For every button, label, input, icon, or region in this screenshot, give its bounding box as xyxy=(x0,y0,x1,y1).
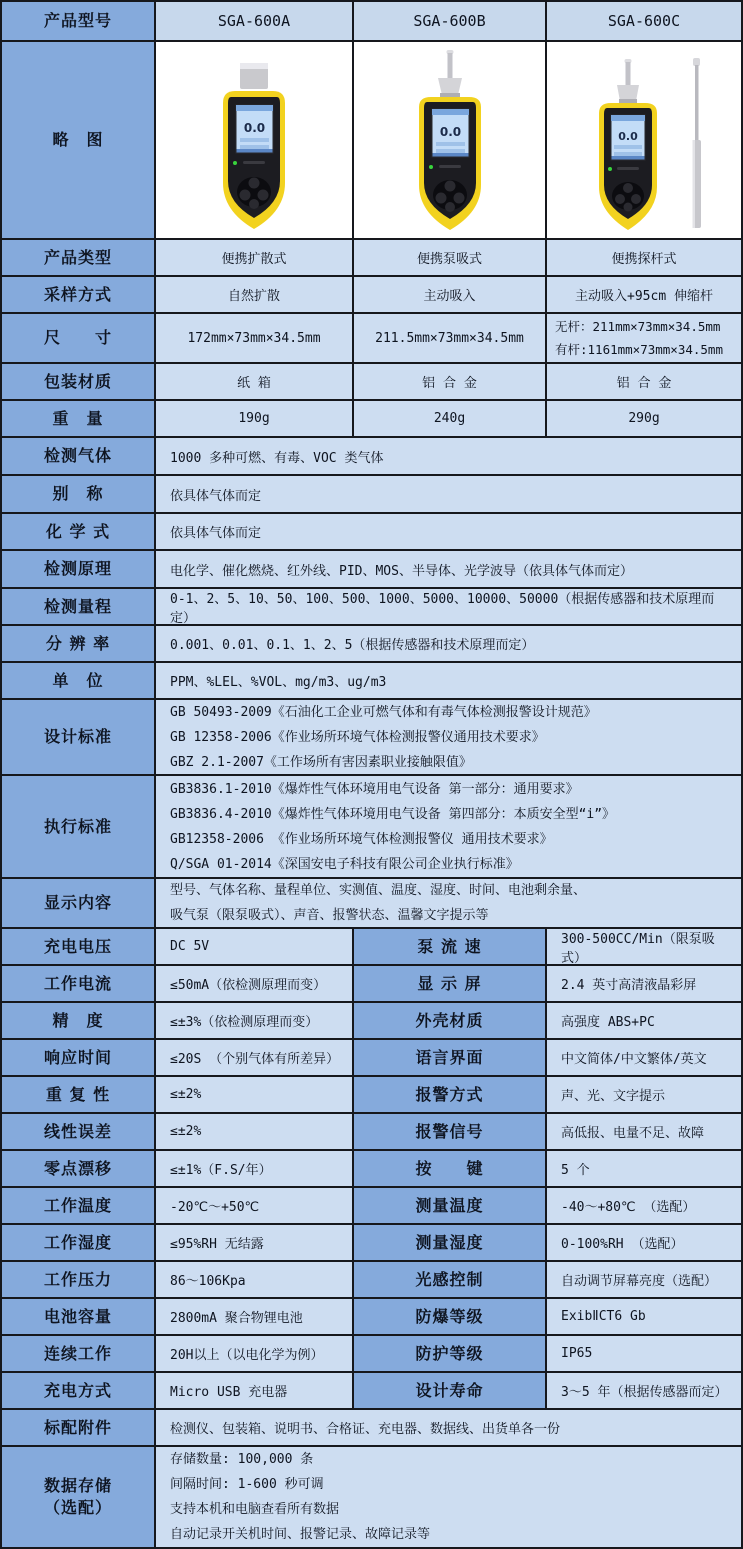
row-value-right: 0-100%RH （选配） xyxy=(547,1225,741,1260)
row-label: 单 位 xyxy=(2,663,154,698)
row-label: 标配附件 xyxy=(2,1410,154,1445)
row-label: 重 量 xyxy=(2,401,154,436)
row-label-right: 外壳材质 xyxy=(354,1003,545,1038)
row-label-left: 充电电压 xyxy=(2,929,154,964)
row-accuracy-shell-material xyxy=(2,1003,741,1038)
row-label: 别 称 xyxy=(2,476,154,512)
row-value-b: 211.5mm×73mm×34.5mm xyxy=(354,314,545,362)
row-value: 依具体气体而定 xyxy=(156,476,741,512)
row-value-left: DC 5V xyxy=(156,929,352,964)
sketch-row xyxy=(2,42,741,238)
row-value-a: 190g xyxy=(156,401,352,436)
exec-standard-line: GB12358-2006 《作业场所环境气体检测报警仪 通用技术要求》 xyxy=(170,831,553,847)
row-detected-gases xyxy=(2,438,741,474)
row-label-left: 零点漂移 xyxy=(2,1151,154,1186)
row-label-left: 重 复 性 xyxy=(2,1077,154,1112)
row-value-right: ExibⅡCT6 Gb xyxy=(547,1299,741,1334)
screen-reading: 0.0 xyxy=(618,130,638,143)
row-value-right: 高强度 ABS+PC xyxy=(547,1003,741,1038)
row-value-b: 主动吸入 xyxy=(354,277,545,312)
row-detection-principle xyxy=(2,551,741,587)
row-label-right: 测量温度 xyxy=(354,1188,545,1223)
row-value-c xyxy=(547,314,741,362)
row-value: 1000 多种可燃、有毒、VOC 类气体 xyxy=(156,438,741,474)
row-packaging-material xyxy=(2,364,741,399)
row-weight xyxy=(2,401,741,436)
row-value-right: 中文简体/中文繁体/英文 xyxy=(547,1040,741,1075)
row-value-left: ≤±2% xyxy=(156,1077,352,1112)
display-content-line: 型号、气体名称、量程单位、实测值、温度、湿度、时间、电池剩余量、 xyxy=(170,883,587,898)
row-label: 检测量程 xyxy=(2,589,154,624)
row-chemical-formula xyxy=(2,514,741,549)
data-storage-line: 存储数量: 100,000 条 xyxy=(170,1452,314,1467)
row-label-right: 泵 流 速 xyxy=(354,929,545,964)
row-value-right: 2.4 英寸高清液晶彩屏 xyxy=(547,966,741,1001)
row-label xyxy=(2,1447,154,1547)
row-value-right: 300-500CC/Min（限泵吸式） xyxy=(547,929,741,964)
row-value-b: 便携泵吸式 xyxy=(354,240,545,275)
row-value-c: 铝 合 金 xyxy=(547,364,741,399)
exec-standard-line: GB3836.1-2010《爆炸性气体环境用电气设备 第一部分：通用要求》 xyxy=(170,781,579,797)
row-label-right: 报警方式 xyxy=(354,1077,545,1112)
row-label-left: 响应时间 xyxy=(2,1040,154,1075)
row-value-right: -40～+80℃ （选配） xyxy=(547,1188,741,1223)
row-label: 检测原理 xyxy=(2,551,154,587)
row-label: 显示内容 xyxy=(2,879,154,927)
row-value xyxy=(156,1447,741,1547)
row-value-c: 便携探杆式 xyxy=(547,240,741,275)
row-label: 设计标准 xyxy=(2,700,154,774)
row-value-right: 高低报、电量不足、故障 xyxy=(547,1114,741,1149)
row-label: 尺 寸 xyxy=(2,314,154,362)
header-model-sga-600c: SGA-600C xyxy=(547,2,741,40)
row-data-storage xyxy=(2,1447,741,1547)
row-value-left: ≤20S （个别气体有所差异） xyxy=(156,1040,352,1075)
row-label: 产品类型 xyxy=(2,240,154,275)
row-value: 0-1、2、5、10、50、100、500、1000、5000、10000、50000（根据传感器和技术原理而定） xyxy=(156,589,741,624)
row-value-a: 172mm×73mm×34.5mm xyxy=(156,314,352,362)
row-label: 分 辨 率 xyxy=(2,626,154,661)
row-label-left: 工作温度 xyxy=(2,1188,154,1223)
row-value-left: ≤±3%（依检测原理而变） xyxy=(156,1003,352,1038)
row-label-right: 报警信号 xyxy=(354,1114,545,1149)
row-executive-standards xyxy=(2,776,741,877)
row-zero-drift-buttons xyxy=(2,1151,741,1186)
row-value xyxy=(156,879,741,927)
row-design-standards xyxy=(2,700,741,774)
row-label-right: 光感控制 xyxy=(354,1262,545,1297)
device-image-sga-600b xyxy=(354,42,545,238)
row-value-left: ≤95%RH 无结露 xyxy=(156,1225,352,1260)
row-value-b: 铝 合 金 xyxy=(354,364,545,399)
design-standard-line: GBZ 2.1-2007《工作场所有害因素职业接触限值》 xyxy=(170,754,472,770)
row-repeatability-alarm-mode xyxy=(2,1077,741,1112)
row-label: 化 学 式 xyxy=(2,514,154,549)
row-label: 采样方式 xyxy=(2,277,154,312)
dimensions-with-rod: 有杆:1161mm×73mm×34.5mm xyxy=(555,342,723,357)
row-value-right: IP65 xyxy=(547,1336,741,1371)
row-value-left: -20℃～+50℃ xyxy=(156,1188,352,1223)
row-value-left: ≤±1%（F.S/年） xyxy=(156,1151,352,1186)
row-working-temp-measure-temp xyxy=(2,1188,741,1223)
row-value xyxy=(156,776,741,877)
header-model-sga-600b: SGA-600B xyxy=(354,2,545,40)
row-label-left: 连续工作 xyxy=(2,1336,154,1371)
row-working-humidity-measure-humidity xyxy=(2,1225,741,1260)
row-linearity-alarm-signal xyxy=(2,1114,741,1149)
row-value-right: 5 个 xyxy=(547,1151,741,1186)
row-units xyxy=(2,663,741,698)
row-label-right: 测量湿度 xyxy=(354,1225,545,1260)
row-value: 0.001、0.01、0.1、1、2、5（根据传感器和技术原理而定） xyxy=(156,626,741,661)
row-value: 检测仪、包装箱、说明书、合格证、充电器、数据线、出货单各一份 xyxy=(156,1410,741,1445)
data-storage-label-line: （选配） xyxy=(43,1498,112,1517)
header-model-sga-600a: SGA-600A xyxy=(156,2,352,40)
data-storage-line: 间隔时间: 1-600 秒可调 xyxy=(170,1477,324,1492)
row-value-right: 声、光、文字提示 xyxy=(547,1077,741,1112)
row-value: 电化学、催化燃烧、红外线、PID、MOS、半导体、光学波导（依具体气体而定） xyxy=(156,551,741,587)
row-value: PPM、%LEL、%VOL、mg/m3、ug/m3 xyxy=(156,663,741,698)
row-label-left: 电池容量 xyxy=(2,1299,154,1334)
device-image-sga-600c xyxy=(547,42,741,238)
row-value-a: 纸 箱 xyxy=(156,364,352,399)
header-product-model-label: 产品型号 xyxy=(2,2,154,40)
row-dimensions xyxy=(2,314,741,362)
row-alias xyxy=(2,476,741,512)
row-detection-range xyxy=(2,589,741,624)
row-label-left: 线性误差 xyxy=(2,1114,154,1149)
row-value-left: ≤50mA（依检测原理而变） xyxy=(156,966,352,1001)
device-image-sga-600a xyxy=(156,42,352,238)
row-label-right: 防爆等级 xyxy=(354,1299,545,1334)
row-value: 依具体气体而定 xyxy=(156,514,741,549)
row-label-left: 精 度 xyxy=(2,1003,154,1038)
row-label-right: 显 示 屏 xyxy=(354,966,545,1001)
row-working-pressure-light-control xyxy=(2,1262,741,1297)
row-value-right: 3～5 年（根据传感器而定） xyxy=(547,1373,741,1408)
data-storage-line: 自动记录开关机时间、报警记录、故障记录等 xyxy=(170,1527,431,1542)
row-value-left: ≤±2% xyxy=(156,1114,352,1149)
telescopic-rod xyxy=(693,58,702,228)
screen-reading: 0.0 xyxy=(439,125,461,139)
row-label-right: 设计寿命 xyxy=(354,1373,545,1408)
row-label-right: 防护等级 xyxy=(354,1336,545,1371)
row-product-type xyxy=(2,240,741,275)
design-standard-line: GB 12358-2006《作业场所环境气体检测报警仪通用技术要求》 xyxy=(170,729,545,745)
row-value-a: 自然扩散 xyxy=(156,277,352,312)
exec-standard-line: Q/SGA 01-2014《深国安电子科技有限公司企业执行标准》 xyxy=(170,856,519,872)
row-resolution xyxy=(2,626,741,661)
data-storage-label-line: 数据存储 xyxy=(43,1476,112,1496)
row-value-left: Micro USB 充电器 xyxy=(156,1373,352,1408)
row-label: 检测气体 xyxy=(2,438,154,474)
row-value-left: 20H以上（以电化学为例） xyxy=(156,1336,352,1371)
row-label: 包装材质 xyxy=(2,364,154,399)
display-content-line: 吸气泵（限泵吸式）、声音、报警状态、温馨文字提示等 xyxy=(170,908,489,923)
row-value-a: 便携扩散式 xyxy=(156,240,352,275)
row-charging-voltage-pump-flow xyxy=(2,929,741,964)
row-value-left: 86～106Kpa xyxy=(156,1262,352,1297)
row-response-time-language xyxy=(2,1040,741,1075)
row-label-left: 充电方式 xyxy=(2,1373,154,1408)
row-label-right: 语言界面 xyxy=(354,1040,545,1075)
row-sampling-method xyxy=(2,277,741,312)
row-continuous-work-protection-rating xyxy=(2,1336,741,1371)
header-row xyxy=(2,2,741,40)
row-working-current-display xyxy=(2,966,741,1001)
row-label-left: 工作压力 xyxy=(2,1262,154,1297)
row-display-content xyxy=(2,879,741,927)
design-standard-line: GB 50493-2009《石油化工企业可燃气体和有毒气体检测报警设计规范》 xyxy=(170,704,597,720)
row-battery-capacity-explosion-rating xyxy=(2,1299,741,1334)
row-label: 执行标准 xyxy=(2,776,154,877)
dimensions-without-rod: 无杆：211mm×73mm×34.5mm xyxy=(555,319,721,334)
row-standard-accessories xyxy=(2,1410,741,1445)
row-value-left: 2800mA 聚合物锂电池 xyxy=(156,1299,352,1334)
data-storage-line: 支持本机和电脑查看所有数据 xyxy=(170,1502,340,1517)
screen-reading: 0.0 xyxy=(243,121,266,135)
exec-standard-line: GB3836.4-2010《爆炸性气体环境用电气设备 第四部分：本质安全型“i”》 xyxy=(170,806,616,822)
sketch-label: 略 图 xyxy=(2,42,154,238)
row-value xyxy=(156,700,741,774)
row-charging-method-design-life xyxy=(2,1373,741,1408)
row-value-right: 自动调节屏幕亮度（选配） xyxy=(547,1262,741,1297)
row-label-left: 工作电流 xyxy=(2,966,154,1001)
row-label-left: 工作湿度 xyxy=(2,1225,154,1260)
row-value-c: 290g xyxy=(547,401,741,436)
row-label-right: 按 键 xyxy=(354,1151,545,1186)
row-value-c: 主动吸入+95cm 伸缩杆 xyxy=(547,277,741,312)
row-value-b: 240g xyxy=(354,401,545,436)
